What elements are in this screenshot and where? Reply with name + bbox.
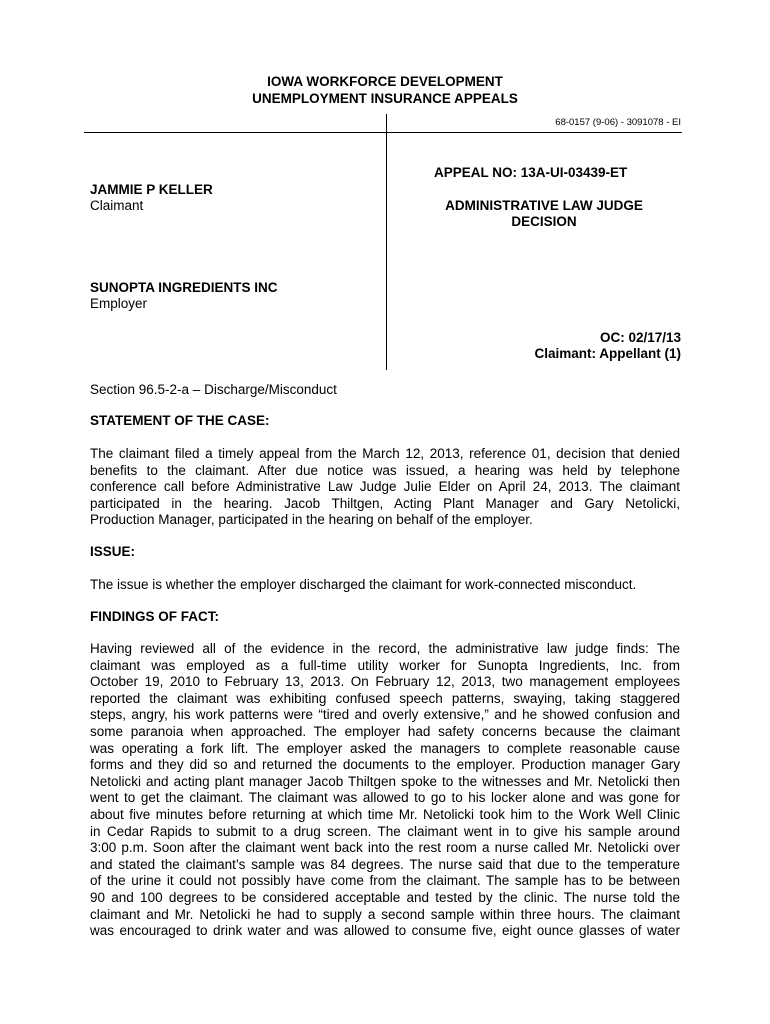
employer-name: SUNOPTA INGREDIENTS INC	[90, 280, 278, 295]
decision-title-line1: ADMINISTRATIVE LAW JUDGE	[445, 198, 643, 213]
text-line: in Cedar Rapids to submit to a drug screen. The claimant went in to give his sample around	[90, 823, 680, 839]
text-line: some paranoia when approached. The employer had safety concerns because the claimant	[90, 723, 680, 739]
text-line: Production Manager, participated in the hearing on behalf of the employer.	[90, 512, 533, 528]
agency-subtitle: UNEMPLOYMENT INSURANCE APPEALS	[252, 91, 518, 106]
decision-title-line2: DECISION	[511, 214, 577, 229]
caption-divider-vertical	[386, 114, 387, 370]
text-line: participated in the hearing. Jacob Thiltgen, Acting Plant Manager and Gary Netolicki,	[90, 495, 680, 511]
statute-section: Section 96.5-2-a – Discharge/Misconduct	[90, 382, 337, 397]
agency-title: IOWA WORKFORCE DEVELOPMENT	[267, 74, 503, 89]
text-line: of the urine it could not possibly have come from the claimant. The sample has to be between	[90, 873, 680, 889]
text-line: October 19, 2010 to February 13, 2013. On February 12, 2013, two management employees	[90, 674, 680, 690]
findings-heading: FINDINGS OF FACT:	[90, 609, 219, 624]
text-line: was encouraged to drink water and was allowed to consume five, eight ounce glasses of water	[90, 923, 680, 939]
appeal-number: APPEAL NO: 13A-UI-03439-ET	[434, 165, 628, 180]
text-line: went to get the claimant. The claimant was allowed to go to his locker alone and was gone for	[90, 790, 680, 806]
findings-paragraph	[90, 641, 680, 940]
text-line: conference call before Administrative Law Judge Julie Elder on April 24, 2013. The claimant	[90, 479, 680, 495]
text-line: Netolicki and acting plant manager Jacob Thiltgen spoke to the witnesses and Mr. Netolicki then	[90, 773, 680, 789]
text-line: steps, angry, his work patterns were “tired and overly extensive,” and he showed confusion and	[90, 707, 680, 723]
text-line: and stated the claimant’s sample was 84 degrees. The nurse said that due to the temperature	[90, 856, 680, 872]
text-line: claimant and Mr. Netolicki he had to supply a second sample within three hours. The claimant	[90, 906, 680, 922]
oc-date: OC: 02/17/13	[599, 330, 681, 345]
text-line: about five minutes before returning at which time Mr. Netolicki took him to the Work Well Clinic	[90, 806, 680, 822]
form-code: 68-0157 (9-06) - 3091078 - EI	[555, 117, 681, 128]
text-line: claimant was employed as a full-time utility worker for Sunopta Ingredients, Inc. from	[90, 657, 680, 673]
text-line: was operating a fork lift. The employer asked the managers to complete reasonable cause	[90, 740, 680, 756]
claimant-name: JAMMIE P KELLER	[90, 182, 213, 197]
text-line: Having reviewed all of the evidence in the record, the administrative law judge finds: The	[90, 641, 680, 656]
text-line: benefits to the claimant. After due notice was issued, a hearing was held by telephone	[90, 462, 680, 478]
text-line: forms and they did so and returned the documents to the employer. Production manager Gary	[90, 757, 680, 773]
issue-text: The issue is whether the employer discharged the claimant for work-connected misconduct.	[90, 577, 637, 592]
text-line: 90 and 100 degrees to be considered acceptable and tested by the clinic. The nurse told the	[90, 889, 680, 905]
statement-paragraph	[90, 446, 680, 529]
employer-label: Employer	[90, 296, 148, 311]
text-line: reported the claimant was exhibiting confused speech patterns, swaying, taking staggered	[90, 690, 680, 706]
caption-divider-horizontal	[84, 132, 682, 133]
issue-heading: ISSUE:	[90, 544, 136, 559]
claimant-label: Claimant	[90, 198, 144, 213]
text-line: The claimant filed a timely appeal from the March 12, 2013, reference 01, decision that denied	[90, 446, 680, 461]
statement-heading: STATEMENT OF THE CASE:	[90, 413, 270, 428]
text-line: 3:00 p.m. Soon after the claimant went back into the rest room a nurse called Mr. Netolicki over	[90, 840, 680, 856]
claimant-role: Claimant: Appellant (1)	[534, 346, 681, 361]
